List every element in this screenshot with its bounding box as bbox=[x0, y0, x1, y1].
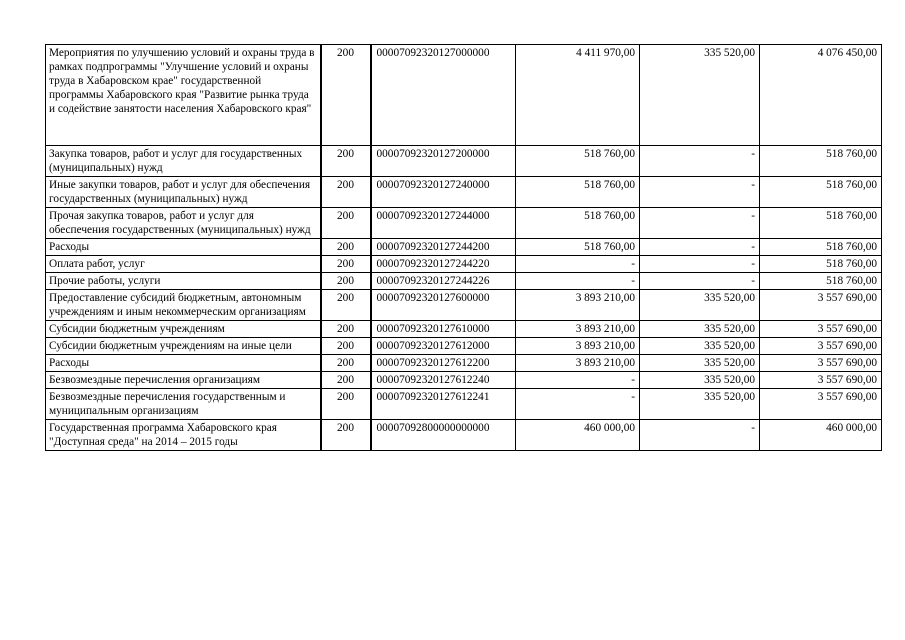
row-line-code-cell: 200 bbox=[321, 372, 371, 389]
row-classification-code-cell: 00007092320127612000 bbox=[371, 338, 516, 355]
table-row bbox=[46, 256, 882, 273]
row-approved-cell: 3 893 210,00 bbox=[516, 355, 640, 372]
row-executed-cell: 335 520,00 bbox=[640, 338, 760, 355]
row-executed-cell: - bbox=[640, 420, 760, 451]
row-approved-cell: 3 893 210,00 bbox=[516, 338, 640, 355]
row-approved-cell: - bbox=[516, 372, 640, 389]
row-approved-cell: 518 760,00 bbox=[516, 146, 640, 177]
row-approved-cell: 518 760,00 bbox=[516, 177, 640, 208]
row-executed-cell: - bbox=[640, 239, 760, 256]
row-approved-cell: - bbox=[516, 256, 640, 273]
table-row bbox=[46, 45, 882, 146]
row-line-code-cell: 200 bbox=[321, 290, 371, 321]
table-row bbox=[46, 146, 882, 177]
row-remaining-cell: 518 760,00 bbox=[760, 208, 882, 239]
row-line-code-cell: 200 bbox=[321, 256, 371, 273]
table-row bbox=[46, 420, 882, 451]
row-remaining-cell: 3 557 690,00 bbox=[760, 389, 882, 420]
row-line-code-cell: 200 bbox=[321, 273, 371, 290]
row-remaining-cell: 3 557 690,00 bbox=[760, 290, 882, 321]
row-executed-cell: - bbox=[640, 273, 760, 290]
table-row bbox=[46, 239, 882, 256]
budget-table-body bbox=[46, 45, 882, 451]
budget-table bbox=[45, 44, 882, 451]
row-classification-code-cell: 00007092320127612200 bbox=[371, 355, 516, 372]
table-row bbox=[46, 177, 882, 208]
row-line-code-cell: 200 bbox=[321, 208, 371, 239]
table-row bbox=[46, 273, 882, 290]
row-classification-code-cell: 00007092320127000000 bbox=[371, 45, 516, 146]
row-name-cell: Закупка товаров, работ и услуг для государственных (муниципальных) нужд bbox=[46, 146, 321, 177]
row-executed-cell: - bbox=[640, 146, 760, 177]
row-approved-cell: 4 411 970,00 bbox=[516, 45, 640, 146]
row-executed-cell: 335 520,00 bbox=[640, 372, 760, 389]
row-name-cell: Безвозмездные перечисления государственным и муниципальным организациям bbox=[46, 389, 321, 420]
row-name-cell: Расходы bbox=[46, 355, 321, 372]
row-line-code-cell: 200 bbox=[321, 321, 371, 338]
row-remaining-cell: 4 076 450,00 bbox=[760, 45, 882, 146]
row-classification-code-cell: 00007092320127612240 bbox=[371, 372, 516, 389]
row-executed-cell: - bbox=[640, 177, 760, 208]
row-approved-cell: 3 893 210,00 bbox=[516, 321, 640, 338]
table-row bbox=[46, 389, 882, 420]
row-line-code-cell: 200 bbox=[321, 45, 371, 146]
row-approved-cell: 460 000,00 bbox=[516, 420, 640, 451]
row-remaining-cell: 518 760,00 bbox=[760, 273, 882, 290]
row-approved-cell: 518 760,00 bbox=[516, 208, 640, 239]
row-name-cell: Мероприятия по улучшению условий и охраны труда в рамках подпрограммы "Улучшение условий и охраны труда в Хабаровском крае" государственной программы Хабаровского края "Развитие рынка труда и содействие занятости населения Хабаровского края" bbox=[46, 45, 321, 146]
table-row bbox=[46, 290, 882, 321]
row-line-code-cell: 200 bbox=[321, 177, 371, 208]
table-row bbox=[46, 321, 882, 338]
row-name-cell: Оплата работ, услуг bbox=[46, 256, 321, 273]
row-classification-code-cell: 00007092320127244220 bbox=[371, 256, 516, 273]
row-classification-code-cell: 00007092320127200000 bbox=[371, 146, 516, 177]
row-name-cell: Субсидии бюджетным учреждениям на иные цели bbox=[46, 338, 321, 355]
row-name-cell: Государственная программа Хабаровского края "Доступная среда" на 2014 – 2015 годы bbox=[46, 420, 321, 451]
row-name-cell: Безвозмездные перечисления организациям bbox=[46, 372, 321, 389]
row-remaining-cell: 460 000,00 bbox=[760, 420, 882, 451]
row-line-code-cell: 200 bbox=[321, 146, 371, 177]
row-remaining-cell: 518 760,00 bbox=[760, 177, 882, 208]
row-name-cell: Прочая закупка товаров, работ и услуг для обеспечения государственных (муниципальных) нужд bbox=[46, 208, 321, 239]
row-executed-cell: 335 520,00 bbox=[640, 45, 760, 146]
row-classification-code-cell: 00007092320127612241 bbox=[371, 389, 516, 420]
row-name-cell: Предоставление субсидий бюджетным, автономным учреждениям и иным некоммерческим организациям bbox=[46, 290, 321, 321]
row-remaining-cell: 3 557 690,00 bbox=[760, 372, 882, 389]
row-classification-code-cell: 00007092320127244226 bbox=[371, 273, 516, 290]
row-line-code-cell: 200 bbox=[321, 239, 371, 256]
row-name-cell: Субсидии бюджетным учреждениям bbox=[46, 321, 321, 338]
row-line-code-cell: 200 bbox=[321, 389, 371, 420]
row-approved-cell: - bbox=[516, 389, 640, 420]
row-approved-cell: 518 760,00 bbox=[516, 239, 640, 256]
table-row bbox=[46, 355, 882, 372]
row-classification-code-cell: 00007092320127244000 bbox=[371, 208, 516, 239]
row-remaining-cell: 518 760,00 bbox=[760, 256, 882, 273]
table-row bbox=[46, 338, 882, 355]
row-name-cell: Расходы bbox=[46, 239, 321, 256]
row-remaining-cell: 518 760,00 bbox=[760, 146, 882, 177]
row-remaining-cell: 3 557 690,00 bbox=[760, 338, 882, 355]
row-name-cell: Иные закупки товаров, работ и услуг для обеспечения государственных (муниципальных) нужд bbox=[46, 177, 321, 208]
table-row bbox=[46, 372, 882, 389]
row-remaining-cell: 3 557 690,00 bbox=[760, 355, 882, 372]
row-executed-cell: - bbox=[640, 208, 760, 239]
row-remaining-cell: 518 760,00 bbox=[760, 239, 882, 256]
row-classification-code-cell: 00007092320127610000 bbox=[371, 321, 516, 338]
row-classification-code-cell: 00007092320127244200 bbox=[371, 239, 516, 256]
row-executed-cell: 335 520,00 bbox=[640, 321, 760, 338]
row-executed-cell: 335 520,00 bbox=[640, 290, 760, 321]
row-classification-code-cell: 00007092320127600000 bbox=[371, 290, 516, 321]
row-line-code-cell: 200 bbox=[321, 420, 371, 451]
row-classification-code-cell: 00007092320127240000 bbox=[371, 177, 516, 208]
row-approved-cell: 3 893 210,00 bbox=[516, 290, 640, 321]
table-row bbox=[46, 208, 882, 239]
row-line-code-cell: 200 bbox=[321, 338, 371, 355]
row-executed-cell: - bbox=[640, 256, 760, 273]
row-name-cell: Прочие работы, услуги bbox=[46, 273, 321, 290]
row-classification-code-cell: 00007092800000000000 bbox=[371, 420, 516, 451]
row-approved-cell: - bbox=[516, 273, 640, 290]
row-executed-cell: 335 520,00 bbox=[640, 389, 760, 420]
row-executed-cell: 335 520,00 bbox=[640, 355, 760, 372]
row-line-code-cell: 200 bbox=[321, 355, 371, 372]
row-remaining-cell: 3 557 690,00 bbox=[760, 321, 882, 338]
